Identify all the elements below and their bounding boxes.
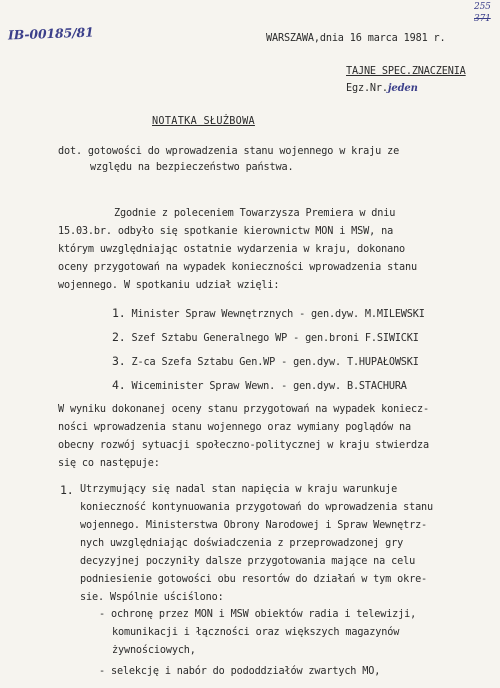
point-line: podniesienie gotowości obu resortów do działań w tym okre- xyxy=(80,574,428,585)
point-number: 1. xyxy=(60,483,74,497)
document-title: NOTATKA SŁUŻBOWA xyxy=(152,116,255,127)
intro-paragraph-line: Zgodnie z poleceniem Towarzysza Premiera w dniu xyxy=(114,208,396,219)
participant-rank-name: - gen.dyw. T.HUPAŁOWSKI xyxy=(281,357,419,368)
participant-number: 1. xyxy=(112,306,126,320)
copy-number-line xyxy=(346,83,418,94)
handwritten-page-number: 255 xyxy=(474,2,491,12)
assessment-paragraph-line: W wyniku dokonanej oceny stanu przygotowań na wypadek koniecz- xyxy=(58,404,429,415)
participant-number: 3. xyxy=(112,354,126,368)
point-line: nych uwzględniając doświadczenia z przeprowadzonej gry xyxy=(80,538,404,549)
participant-rank-name: - gen.broni F.SIWICKI xyxy=(293,333,419,344)
point-line: decyzyjnej poczyniły dalsze przygotowania mające na celu xyxy=(80,556,416,567)
participant-item xyxy=(112,378,407,392)
participant-item xyxy=(112,306,425,320)
participant-item xyxy=(112,354,419,368)
participant-item xyxy=(112,330,419,344)
point-line: wojennego. Ministerstwa Obrony Narodowej i Spraw Wewnętrz- xyxy=(80,520,428,531)
point-line: Utrzymujący się nadal stan napięcia w kraju warunkuje xyxy=(80,484,398,495)
copy-number-label: Egz.Nr. xyxy=(346,83,388,94)
subject-line: względu na bezpieczeństwo państwa. xyxy=(90,162,294,173)
point-line: sie. Wspólnie uściślono: xyxy=(80,592,224,603)
participant-role: Minister Spraw Wewnętrznych xyxy=(131,309,294,320)
point-line: konieczność kontynuowania przygotowań do wprowadzenia stanu xyxy=(80,502,434,513)
intro-paragraph-line: którym uwzględniając ostatnie wydarzenia w kraju, dokonano xyxy=(58,244,406,255)
assessment-paragraph-line: ności wprowadzenia stanu wojennego oraz wymiany poglądów na xyxy=(58,422,412,433)
dash-item-line: - selekcję i nabór do pododdziałów zwartych MO, xyxy=(99,666,381,677)
subject-line: dot. gotowości do wprowadzenia stanu wojennego w kraju ze xyxy=(58,146,400,157)
intro-paragraph-line: 15.03.br. odbyło się spotkanie kierownictw MON i MSW, na xyxy=(58,226,394,237)
copy-number-handwritten: jeden xyxy=(387,83,418,94)
place-and-date: WARSZAWA,dnia 16 marca 1981 r. xyxy=(266,33,446,44)
assessment-paragraph-line: się co następuje: xyxy=(58,458,160,469)
handwritten-reference-number: IB-00185/81 xyxy=(7,24,94,43)
participant-role: Szef Sztabu Generalnego WP xyxy=(131,333,288,344)
participant-role: Wiceminister Spraw Wewn. xyxy=(131,381,276,392)
assessment-paragraph-line: obecny rozwój sytuacji społeczno-politycznej w kraju stwierdza xyxy=(58,440,429,451)
handwritten-crossed-number: 371 xyxy=(474,14,491,24)
dash-item-line: żywnościowych, xyxy=(112,645,196,656)
participant-number: 2. xyxy=(112,330,126,344)
participant-role: Z-ca Szefa Sztabu Gen.WP xyxy=(131,357,276,368)
participant-rank-name: - gen.dyw. B.STACHURA xyxy=(281,381,407,392)
participant-number: 4. xyxy=(112,378,126,392)
intro-paragraph-line: oceny przygotowań na wypadek konieczności wprowadzenia stanu xyxy=(58,262,418,273)
dash-item-line: komunikacji i łączności oraz większych magazynów xyxy=(112,627,400,638)
participant-rank-name: - gen.dyw. M.MILEWSKI xyxy=(299,309,425,320)
intro-paragraph-line: wojennego. W spotkaniu udział wzięli: xyxy=(58,280,280,291)
dash-item-line: - ochronę przez MON i MSW obiektów radia i telewizji, xyxy=(99,609,417,620)
classification-label: TAJNE SPEC.ZNACZENIA xyxy=(346,66,466,77)
